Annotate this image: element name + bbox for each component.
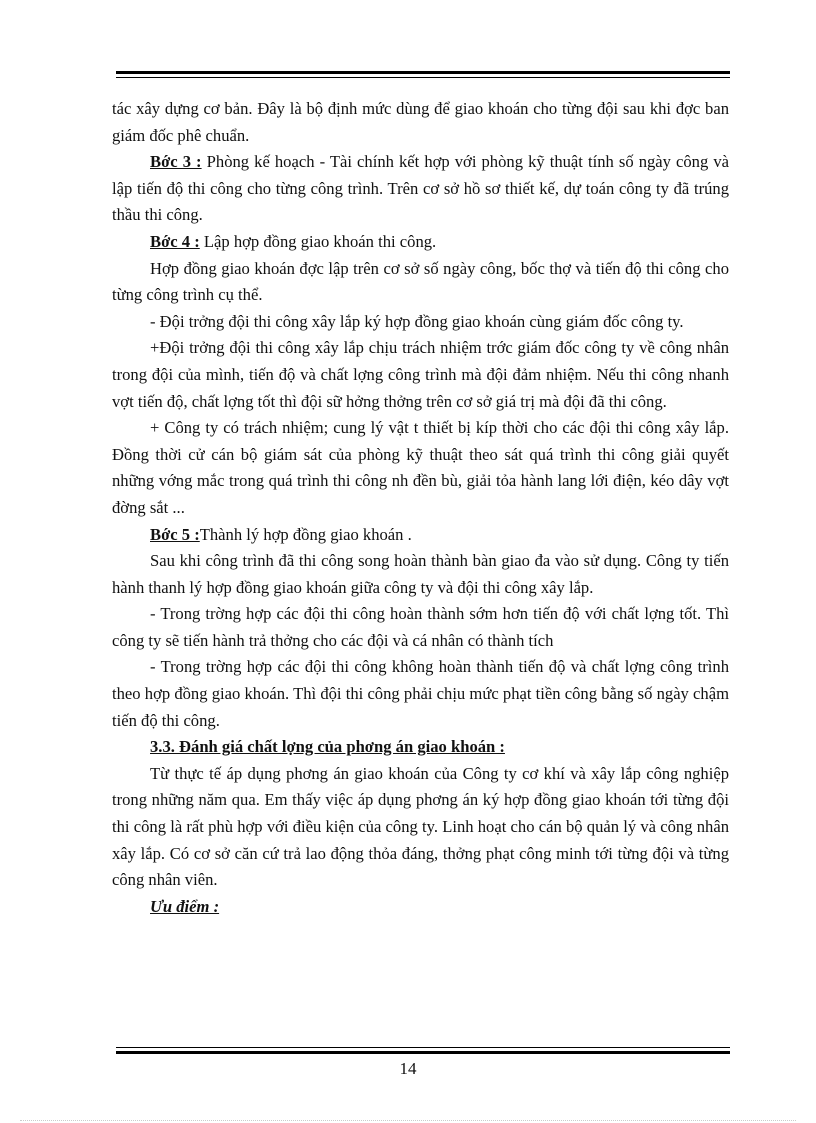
paragraph-13: Từ thực tế áp dụng phơng án giao khoán của Công ty cơ khí và xây lắp công nghiệp trong những năm qua. Em thấy việc áp dụng phơng án ký hợp đồng giao khoán tới từng đội thi công là rất phù hợp với điều kiện của công ty. Linh hoạt cho cán bộ quản lý và công nhân xây lắp. Có cơ sở căn cứ trả lao động thỏa đáng, thởng phạt công minh tới từng đội và từng công nhân viên. bbox=[112, 763, 729, 890]
footer-rule-thin bbox=[116, 1047, 730, 1048]
header-rule-thin bbox=[116, 77, 730, 78]
page-body bbox=[112, 96, 729, 920]
paragraph-4: Hợp đồng giao khoán đợc lập trên cơ sở số ngày công, bốc thợ và tiến độ thi công cho từng công trình cụ thể. bbox=[112, 258, 729, 305]
step-3-label: Bớc 3 : bbox=[150, 152, 202, 172]
subheading-advantages: Ưu điểm : bbox=[150, 896, 220, 916]
paragraph-7: + Công ty có trách nhiệm; cung lý vật t thiết bị kíp thời cho các đội thi công xây lắp. Đồng thời cử cán bộ giám sát của phòng kỹ thuật theo sát quá trình thi công giải quyết những vớng mắc trong quá trình thi công nh đền bù, giải tỏa hành lang lới điện, kéo dây vợt đờng sắt ... bbox=[112, 418, 729, 517]
bottom-dotted-line bbox=[20, 1120, 796, 1121]
paragraph-step-4: Bớc 4 : Lập hợp đồng giao khoán thi công. bbox=[150, 231, 437, 251]
header-rule-thick bbox=[116, 71, 730, 74]
paragraph-5: - Đội trởng đội thi công xây lắp ký hợp đồng giao khoán cùng giám đốc công ty. bbox=[150, 311, 684, 331]
paragraph-9: Sau khi công trình đã thi công song hoàn thành bàn giao đa vào sử dụng. Công ty tiến hành thanh lý hợp đồng giao khoán giữa công ty và đội thi công xây lắp. bbox=[112, 551, 729, 597]
paragraph-10: - Trong trờng hợp các đội thi công hoàn thành sớm hơn tiến độ với chất lợng tốt. Thì công ty sẽ tiến hành trả thởng cho các đội và cá nhân có thành tích bbox=[112, 604, 729, 650]
paragraph-1: tác xây dựng cơ bản. Đây là bộ định mức dùng để giao khoán cho từng đội sau khi đợc ban giám đốc phê chuẩn. bbox=[112, 99, 729, 145]
paragraph-6: +Đội trởng đội thi công xây lắp chịu trách nhiệm trớc giám đốc công ty về công nhân trong đội của mình, tiến độ và chất lợng công trình mà đội đảm nhiệm. Nếu thi công nhanh vợt tiến độ, chất lợng tốt thì đội sữ hởng thởng trên cơ sở giá trị mà đội đã thi công. bbox=[112, 338, 729, 411]
section-heading: 3.3. Đánh giá chất lợng của phơng án giao khoán : bbox=[150, 737, 505, 757]
page-number: 14 bbox=[399, 1059, 417, 1078]
step-5-label: Bớc 5 : bbox=[150, 524, 200, 544]
paragraph-step-3: Bớc 3 : Phòng kế hoạch - Tài chính kết hợp với phòng kỹ thuật tính số ngày công và lập tiến độ thi công cho từng công trình. Trên cơ sở hồ sơ thiết kế, dự toán công ty đã trúng thầu thi công. bbox=[112, 152, 730, 225]
footer-rule-thick bbox=[116, 1051, 730, 1054]
paragraph-11: - Trong trờng hợp các đội thi công không hoàn thành tiến độ và chất lợng công trình theo hợp đồng giao khoán. Thì đội thi công phải chịu mức phạt tiền công bằng số ngày chậm tiến độ thi công. bbox=[112, 657, 729, 730]
paragraph-step-5: Bớc 5 :Thành lý hợp đồng giao khoán . bbox=[150, 524, 412, 544]
step-4-label: Bớc 4 : bbox=[150, 231, 200, 251]
